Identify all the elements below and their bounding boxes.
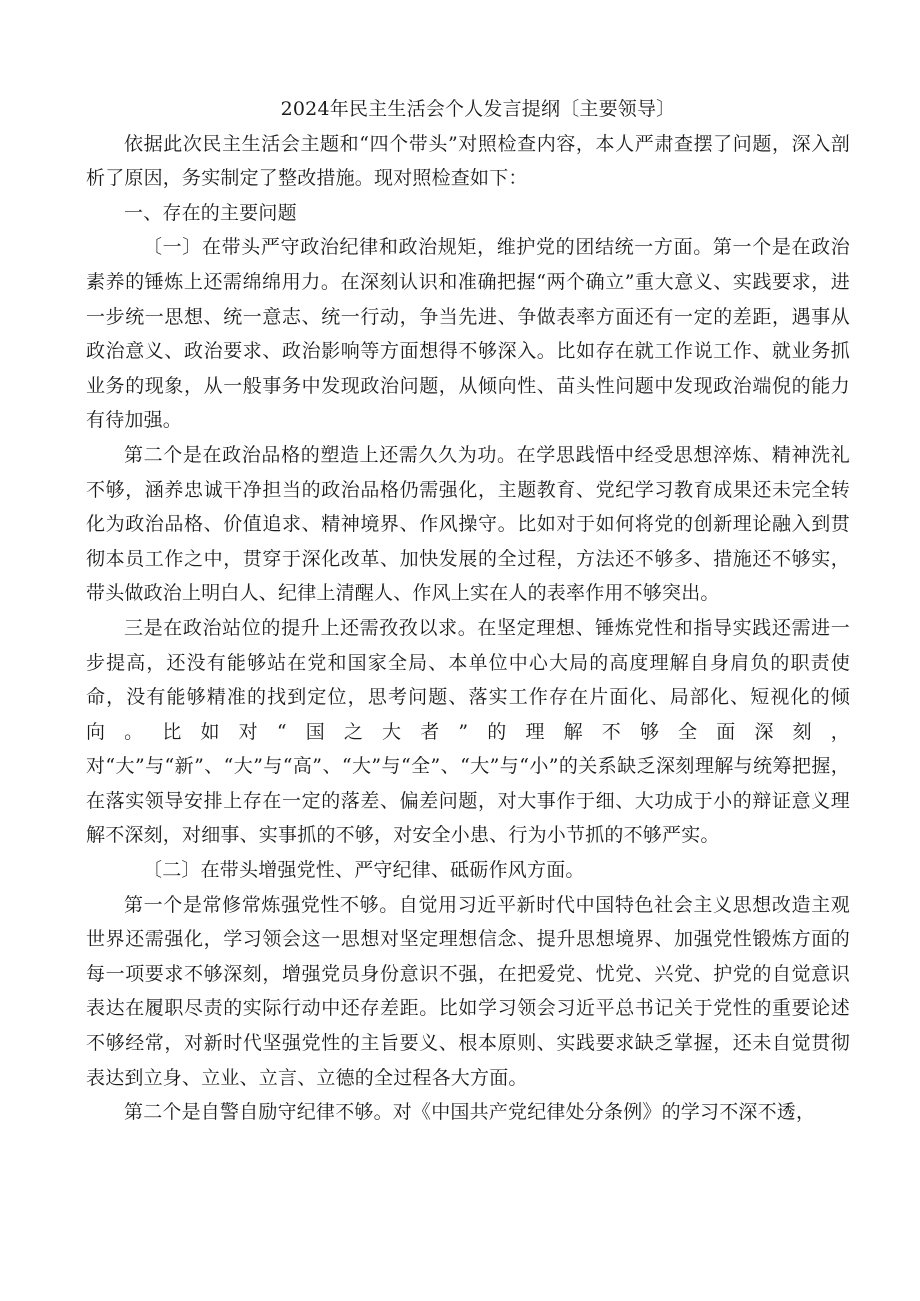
subsection-two-heading: 〔二〕在带头增强党性、严守纪律、砥砺作风方面。	[143, 859, 585, 882]
document-title: 2024年民主生活会个人发言提纲〔主要领导〕	[280, 98, 676, 120]
subsection-one-paragraph: 〔一〕在带头严守政治纪律和政治规矩，维护党的团结统一方面。第一个是在政治素养的锤炼上还需绵绵用力。在深刻认识和准确把握“两个确立”重大意义、实践要求，进一步统一思想、统一意志、统一行动，争当先进、争做表率方面还有一定的差距，遇事从政治意义、政治要求、政治影响等方面想得不够深入。比如存在就工作说工作、就业务抓业务的现象，从一般事务中发现政治问题，从倾向性、苗头性问题中发现政治端倪的能力有待加强。	[86, 236, 850, 432]
body-paragraph-political-character: 第二个是在政治品格的塑造上还需久久为功。在学思践悟中经受思想淬炼、精神洗礼不够，涵养忠诚干净担当的政治品格仍需强化，主题教育、党纪学习教育成果还未完全转化为政治品格、价值追求、精神境界、作风操守。比如对于如何将党的创新理论融入到贯彻本员工作之中，贯穿于深化改革、加快发展的全过程，方法还不够多、措施还不够实，带头做政治上明白人、纪律上清醒人、作风上实在人的表率作用不够突出。	[86, 443, 850, 605]
body-paragraph-political-stance: 三是在政治站位的提升上还需孜孜以求。在坚定理想、锤炼党性和指导实践还需进一步提高，还没有能够站在党和国家全局、本单位中心大局的高度理解自身肩负的职责使命，没有能够精准的找到定位，思考问题、落实工作存在片面化、局部化、短视化的倾向。比如对“国之大者”的理解不够全面深刻，对“大”与“新”、“大”与“高”、“大”与“全”、“大”与“小”的关系缺乏深刻理解与统筹把握，在落实领导安排上存在一定的落差、偏差问题，对大事作于细、大功成于小的辩证意义理解不深刻，对细事、实事抓的不够，对安全小患、行为小节抓的不够严实。	[86, 616, 850, 847]
body-paragraph-discipline: 第二个是自警自励守纪律不够。对《中国共产党纪律处分条例》的学习不深不透，	[124, 1101, 816, 1124]
body-paragraph-party-spirit: 第一个是常修常炼强党性不够。自觉用习近平新时代中国特色社会主义思想改造主观世界还需强化，学习领会这一思想对坚定理想信念、提升思想境界、加强党性锻炼方面的每一项要求不够深刻，增强党员身份意识不强，在把爱党、忧党、兴党、护党的自觉意识表达在履职尽责的实际行动中还存差距。比如学习领会习近平总书记关于党性的重要论述不够经常，对新时代坚强党性的主旨要义、根本原则、实践要求缺乏掌握，还未自觉贯彻表达到立身、立业、立言、立德的全过程各大方面。	[86, 893, 850, 1089]
intro-paragraph: 依据此次民主生活会主题和“四个带头”对照检查内容，本人严肃查摆了问题，深入剖析了原因，务实制定了整改措施。现对照检查如下：	[86, 132, 850, 190]
section-heading-problems: 一、存在的主要问题	[124, 201, 297, 224]
